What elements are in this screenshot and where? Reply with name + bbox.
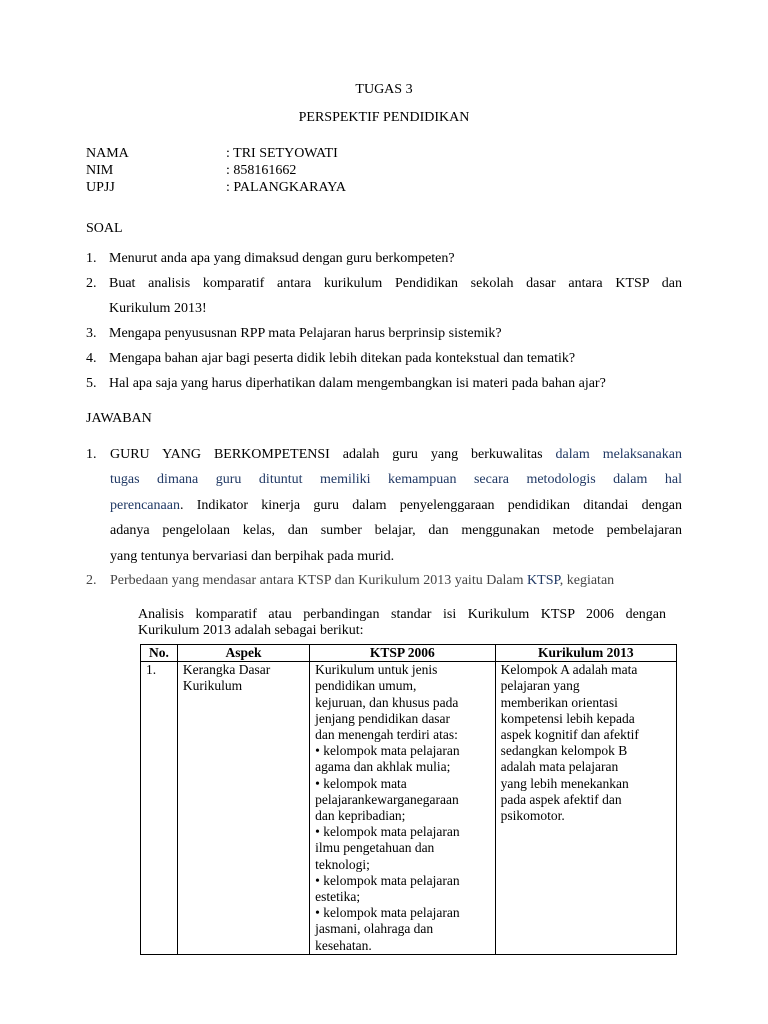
cell-line: sedangkan kelompok B (500, 743, 628, 759)
cell-line: memberikan orientasi (500, 694, 618, 710)
info-key: NAMA (86, 146, 129, 161)
column-header-ktsp: KTSP 2006 (310, 645, 495, 662)
answer-line (110, 493, 682, 518)
question-number: 3. (86, 326, 97, 341)
question-item (86, 371, 682, 396)
comparison-table (140, 644, 677, 955)
cell-no: 1. (141, 662, 178, 955)
question-text: Kurikulum 2013! (109, 301, 207, 316)
question-item (86, 321, 682, 346)
column-header-aspek: Aspek (177, 645, 309, 662)
question-item (86, 346, 682, 371)
cell-line: Kelompok A adalah mata (500, 662, 638, 678)
cell-line: jasmani, olahraga dan (315, 921, 434, 937)
info-value: : TRI SETYOWATI (226, 146, 338, 161)
answer-2 (86, 568, 682, 593)
question-number: 1. (86, 251, 97, 266)
answer-line: tugas dimana guru dituntut memiliki kemampuan secara metodologis dalam hal (110, 472, 682, 488)
cell-line: • kelompok mata pelajaran (315, 743, 460, 759)
cell-line: estetika; (315, 889, 361, 905)
cell-line: yang lebih menekankan (500, 775, 629, 791)
cell-line: pelajarankewarganegaraan (315, 791, 459, 807)
cell-line: dan kepribadian; (315, 808, 406, 824)
question-text: Mengapa penyususnan RPP mata Pelajaran harus berprinsip sistemik? (109, 326, 502, 341)
cell-line: ilmu pengetahuan dan (315, 840, 435, 856)
answer-term: GURU YANG BERKOMPETENSI (110, 447, 330, 462)
cell-line: pada aspek afektif dan (500, 791, 622, 807)
answer-text: , kegiatan (559, 573, 615, 588)
cell-line: teknologi; (315, 856, 370, 872)
column-header-k2013: Kurikulum 2013 (495, 645, 676, 662)
question-item-continued (86, 296, 682, 321)
question-item (86, 271, 682, 296)
answer-1 (86, 442, 682, 569)
answer-text: adalah guru yang berkuwalitas (329, 447, 556, 462)
cell-line: aspek kognitif dan afektif (500, 727, 639, 743)
cell-line: Kerangka Dasar (182, 662, 271, 678)
answer-text-highlight: perencanaan (110, 497, 180, 513)
answer-text: Perbedaan yang mendasar antara KTSP dan Kurikulum 2013 yaitu Dalam (110, 573, 528, 588)
cell-line: kesehatan. (315, 937, 372, 953)
question-text: Mengapa bahan ajar bagi peserta didik lebih ditekan pada kontekstual dan tematik? (109, 351, 576, 366)
cell-line: kejuruan, dan khusus pada (315, 694, 459, 710)
question-number: 4. (86, 351, 97, 366)
answer-number: 2. (86, 573, 97, 588)
student-info (86, 145, 346, 196)
cell-line: • kelompok mata pelajaran (315, 872, 460, 888)
info-key: UPJJ (86, 180, 115, 195)
answer-line (110, 568, 682, 593)
cell-line: kompetensi lebih kepada (500, 710, 635, 726)
question-text: Menurut anda apa yang dimaksud dengan guru berkompeten? (109, 251, 455, 266)
cell-line: • kelompok mata pelajaran (315, 824, 460, 840)
intro-line: Analisis komparatif atau perbandingan standar isi Kurikulum KTSP 2006 dengan (138, 607, 666, 622)
cell-line: agama dan akhlak mulia; (315, 759, 451, 775)
cell-line: pendidikan umum, (315, 678, 417, 694)
table-row (141, 662, 677, 955)
question-number: 5. (86, 376, 97, 391)
table-intro (138, 607, 666, 639)
question-text: Buat analisis komparatif antara kurikulum Pendidikan sekolah dasar antara KTSP dan (109, 276, 682, 291)
question-text: Hal apa saja yang harus diperhatikan dalam mengembangkan isi materi pada bahan ajar? (109, 376, 606, 391)
answer-text: . Indikator kinerja guru dalam penyelenggaraan pendidikan ditandai dengan (179, 497, 682, 513)
info-row-nama (86, 145, 346, 162)
info-value: : 858161662 (226, 163, 297, 178)
cell-line: Kurikulum (182, 678, 243, 694)
cell-line: • kelompok mata pelajaran (315, 905, 460, 921)
soal-heading: SOAL (86, 221, 123, 236)
cell-line: pelajaran yang (500, 678, 580, 694)
document-subtitle: PERSPEKTIF PENDIDIKAN (298, 110, 470, 125)
question-item (86, 246, 682, 271)
answer-line: adanya pengelolaan kelas, dan sumber belajar, dan menggunakan metode pembelajaran (110, 523, 682, 539)
cell-line: • kelompok mata (315, 775, 407, 791)
answer-text-highlight: dalam melaksanakan (555, 447, 682, 462)
jawaban-heading: JAWABAN (86, 411, 152, 426)
info-key: NIM (86, 163, 114, 178)
intro-line: Kurikulum 2013 adalah sebagai berikut: (138, 623, 364, 638)
answer-line (110, 442, 682, 467)
answer-line: yang tentunya bervariasi dan berpihak pada murid. (110, 548, 395, 564)
cell-line: Kurikulum untuk jenis (315, 662, 438, 678)
cell-k2013 (495, 662, 676, 955)
cell-line: dan menengah terdiri atas: (315, 727, 458, 743)
cell-line: jenjang pendidikan dasar (315, 710, 451, 726)
cell-line: adalah mata pelajaran (500, 759, 619, 775)
answer-text-highlight: KTSP (527, 573, 560, 588)
table-header-row (141, 645, 677, 662)
cell-line: psikomotor. (500, 808, 565, 824)
question-number: 2. (86, 276, 97, 291)
info-value: : PALANGKARAYA (226, 180, 346, 195)
info-row-nim (86, 162, 346, 179)
column-header-no: No. (141, 645, 178, 662)
cell-ktsp (310, 662, 495, 955)
cell-aspek (177, 662, 309, 955)
document-title: TUGAS 3 (355, 82, 413, 97)
answer-number: 1. (86, 447, 97, 462)
info-row-upjj (86, 179, 346, 196)
